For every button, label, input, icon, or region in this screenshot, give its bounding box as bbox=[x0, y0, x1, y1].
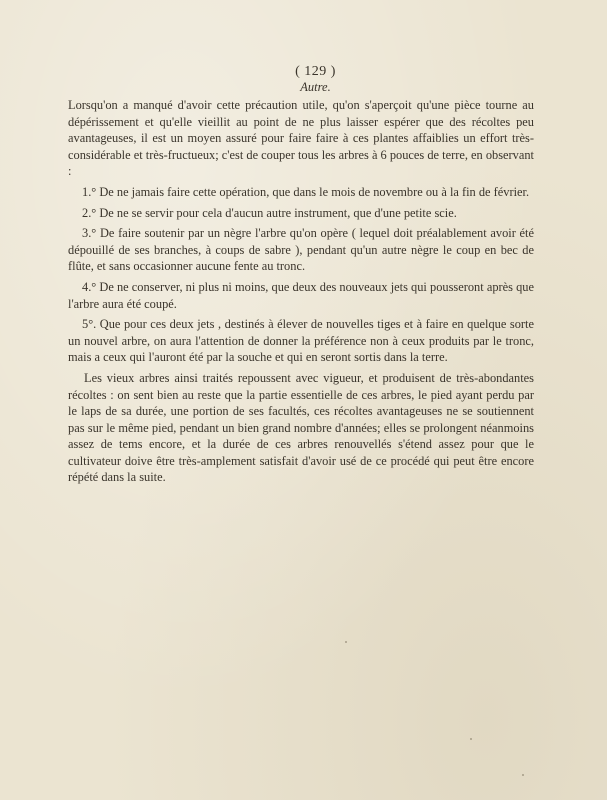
paragraph-item-1: 1.° De ne jamais faire cette opération, que dans le mois de novembre ou à la fin de février. bbox=[82, 184, 530, 199]
paper-speck bbox=[522, 774, 524, 776]
paragraph-item-5: 5°. Que pour ces deux jets , destinés à élever de nouvelles tiges et à faire en quelque sorte un nouvel arbre, on aura l'attention de donner la préférence non à ceux produits par le tronc, mais a ceux qui l'auront été par la souche et qui en seront sortis dans la terre. bbox=[68, 317, 534, 365]
paragraph-item-4: 4.° De ne conserver, ni plus ni moins, que deux des nouveaux jets qui pousseront après que l'arbre aura été coupé. bbox=[68, 279, 534, 311]
paragraph-intro: Lorsqu'on a manqué d'avoir cette précaution utile, qu'on s'aperçoit qu'une pièce tourne au dépérissement et qu'elle vieillit au point de ne plus laisser espérer que des récoltes peu avantageuses, il est un moyen assuré pour faire faire à ces plantes affaiblies un effort très-considérable et très-fructueux; c'est de couper tous les arbres à 6 pouces de terre, en observant : bbox=[68, 98, 534, 179]
paragraph-item-3: 3.° De faire soutenir par un nègre l'arbre qu'on opère ( lequel doit préalablement avoir été dépouillé de ses branches, à coups de sabre ), pendant qu'un autre nègre le coup en bec de flûte, et sans occasionner aucune fente au tronc. bbox=[68, 226, 534, 274]
section-title: Autre. bbox=[300, 80, 331, 94]
paragraph-item-2: 2.° De ne se servir pour cela d'aucun autre instrument, que d'une petite scie. bbox=[82, 205, 457, 220]
paper-speck bbox=[470, 738, 472, 740]
body-text bbox=[68, 97, 534, 486]
paper-speck bbox=[345, 641, 347, 643]
page-number: ( 129 ) bbox=[295, 64, 336, 79]
paper-speck bbox=[248, 427, 250, 429]
paragraph-conclusion: Les vieux arbres ainsi traités repoussent avec vigueur, et produisent de très-abondantes récoltes : on sent bien au reste que la partie essentielle de ces arbres, le pied ayant perdu par le laps de sa durée, une portion de ses facultés, ces récoltes avantageuses ne se soutiennent pas sur le même pied, pendant un bien grand nombre d'années; elles se prolongent néanmoins assez de tems encore, et la durée de ces arbres renouvellés s'étend assez pour que le cultivateur doive être très-amplement satisfait d'avoir usé de ce procédé qui peut être encore répété dans la suite. bbox=[68, 370, 534, 485]
